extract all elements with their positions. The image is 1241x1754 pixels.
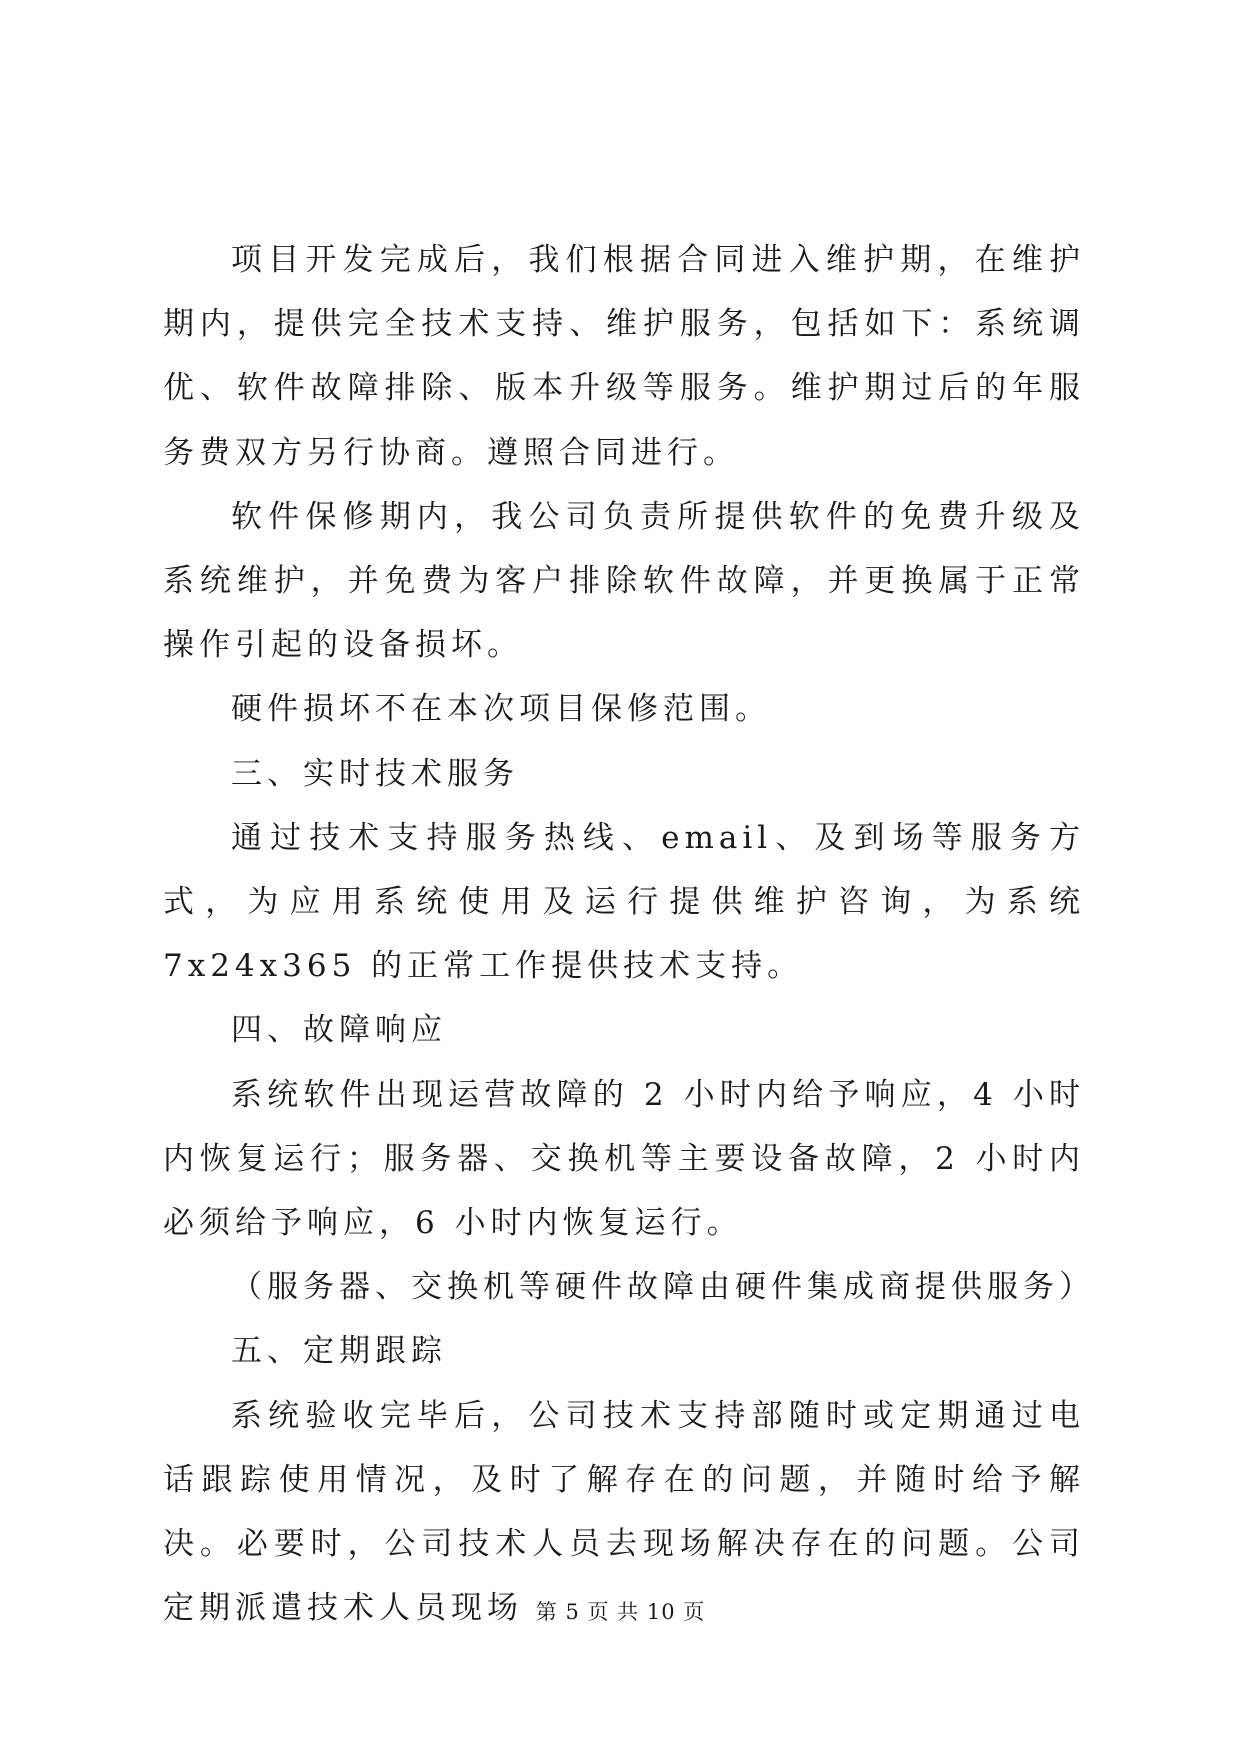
- heading-fault-response: 四、故障响应: [231, 1012, 447, 1049]
- paragraph-support-channels: 通过技术支持服务热线、email、及到场等服务方式，为应用系统使用及运行提供维护咨询，为系统 7x24x365 的正常工作提供技术支持。: [163, 819, 1085, 985]
- paragraph-hardware-exclusion: 硬件损坏不在本次项目保修范围。: [231, 691, 771, 728]
- paragraph-response-times: 系统软件出现运营故障的 2 小时内给予响应，4 小时内恢复运行；服务器、交换机等主要设备故障，2 小时内必须给予响应，6 小时内恢复运行。: [163, 1076, 1085, 1242]
- body-text: [163, 228, 1095, 1640]
- paragraph-software-warranty: 软件保修期内，我公司负责所提供软件的免费升级及系统维护，并免费为客户排除软件故障，并更换属于正常操作引起的设备损坏。: [163, 498, 1085, 664]
- heading-realtime-support: 三、实时技术服务: [231, 755, 519, 792]
- paragraph-tracking-details: 系统验收完毕后，公司技术支持部随时或定期通过电话跟踪使用情况，及时了解存在的问题，并随时给予解决。必要时，公司技术人员去现场解决存在的问题。公司定期派遣技术人员现场: [163, 1397, 1085, 1627]
- paragraph-hardware-integrator-note: （服务器、交换机等硬件故障由硬件集成商提供服务）: [231, 1269, 1095, 1306]
- page-number-footer: 第 5 页 共 10 页: [535, 1600, 706, 1624]
- paragraph-maintenance-period: 项目开发完成后，我们根据合同进入维护期，在维护期内，提供完全技术支持、维护服务，包括如下：系统调优、软件故障排除、版本升级等服务。维护期过后的年服务费双方另行协商。遵照合同进行。: [163, 242, 1085, 471]
- heading-periodic-tracking: 五、定期跟踪: [231, 1333, 447, 1370]
